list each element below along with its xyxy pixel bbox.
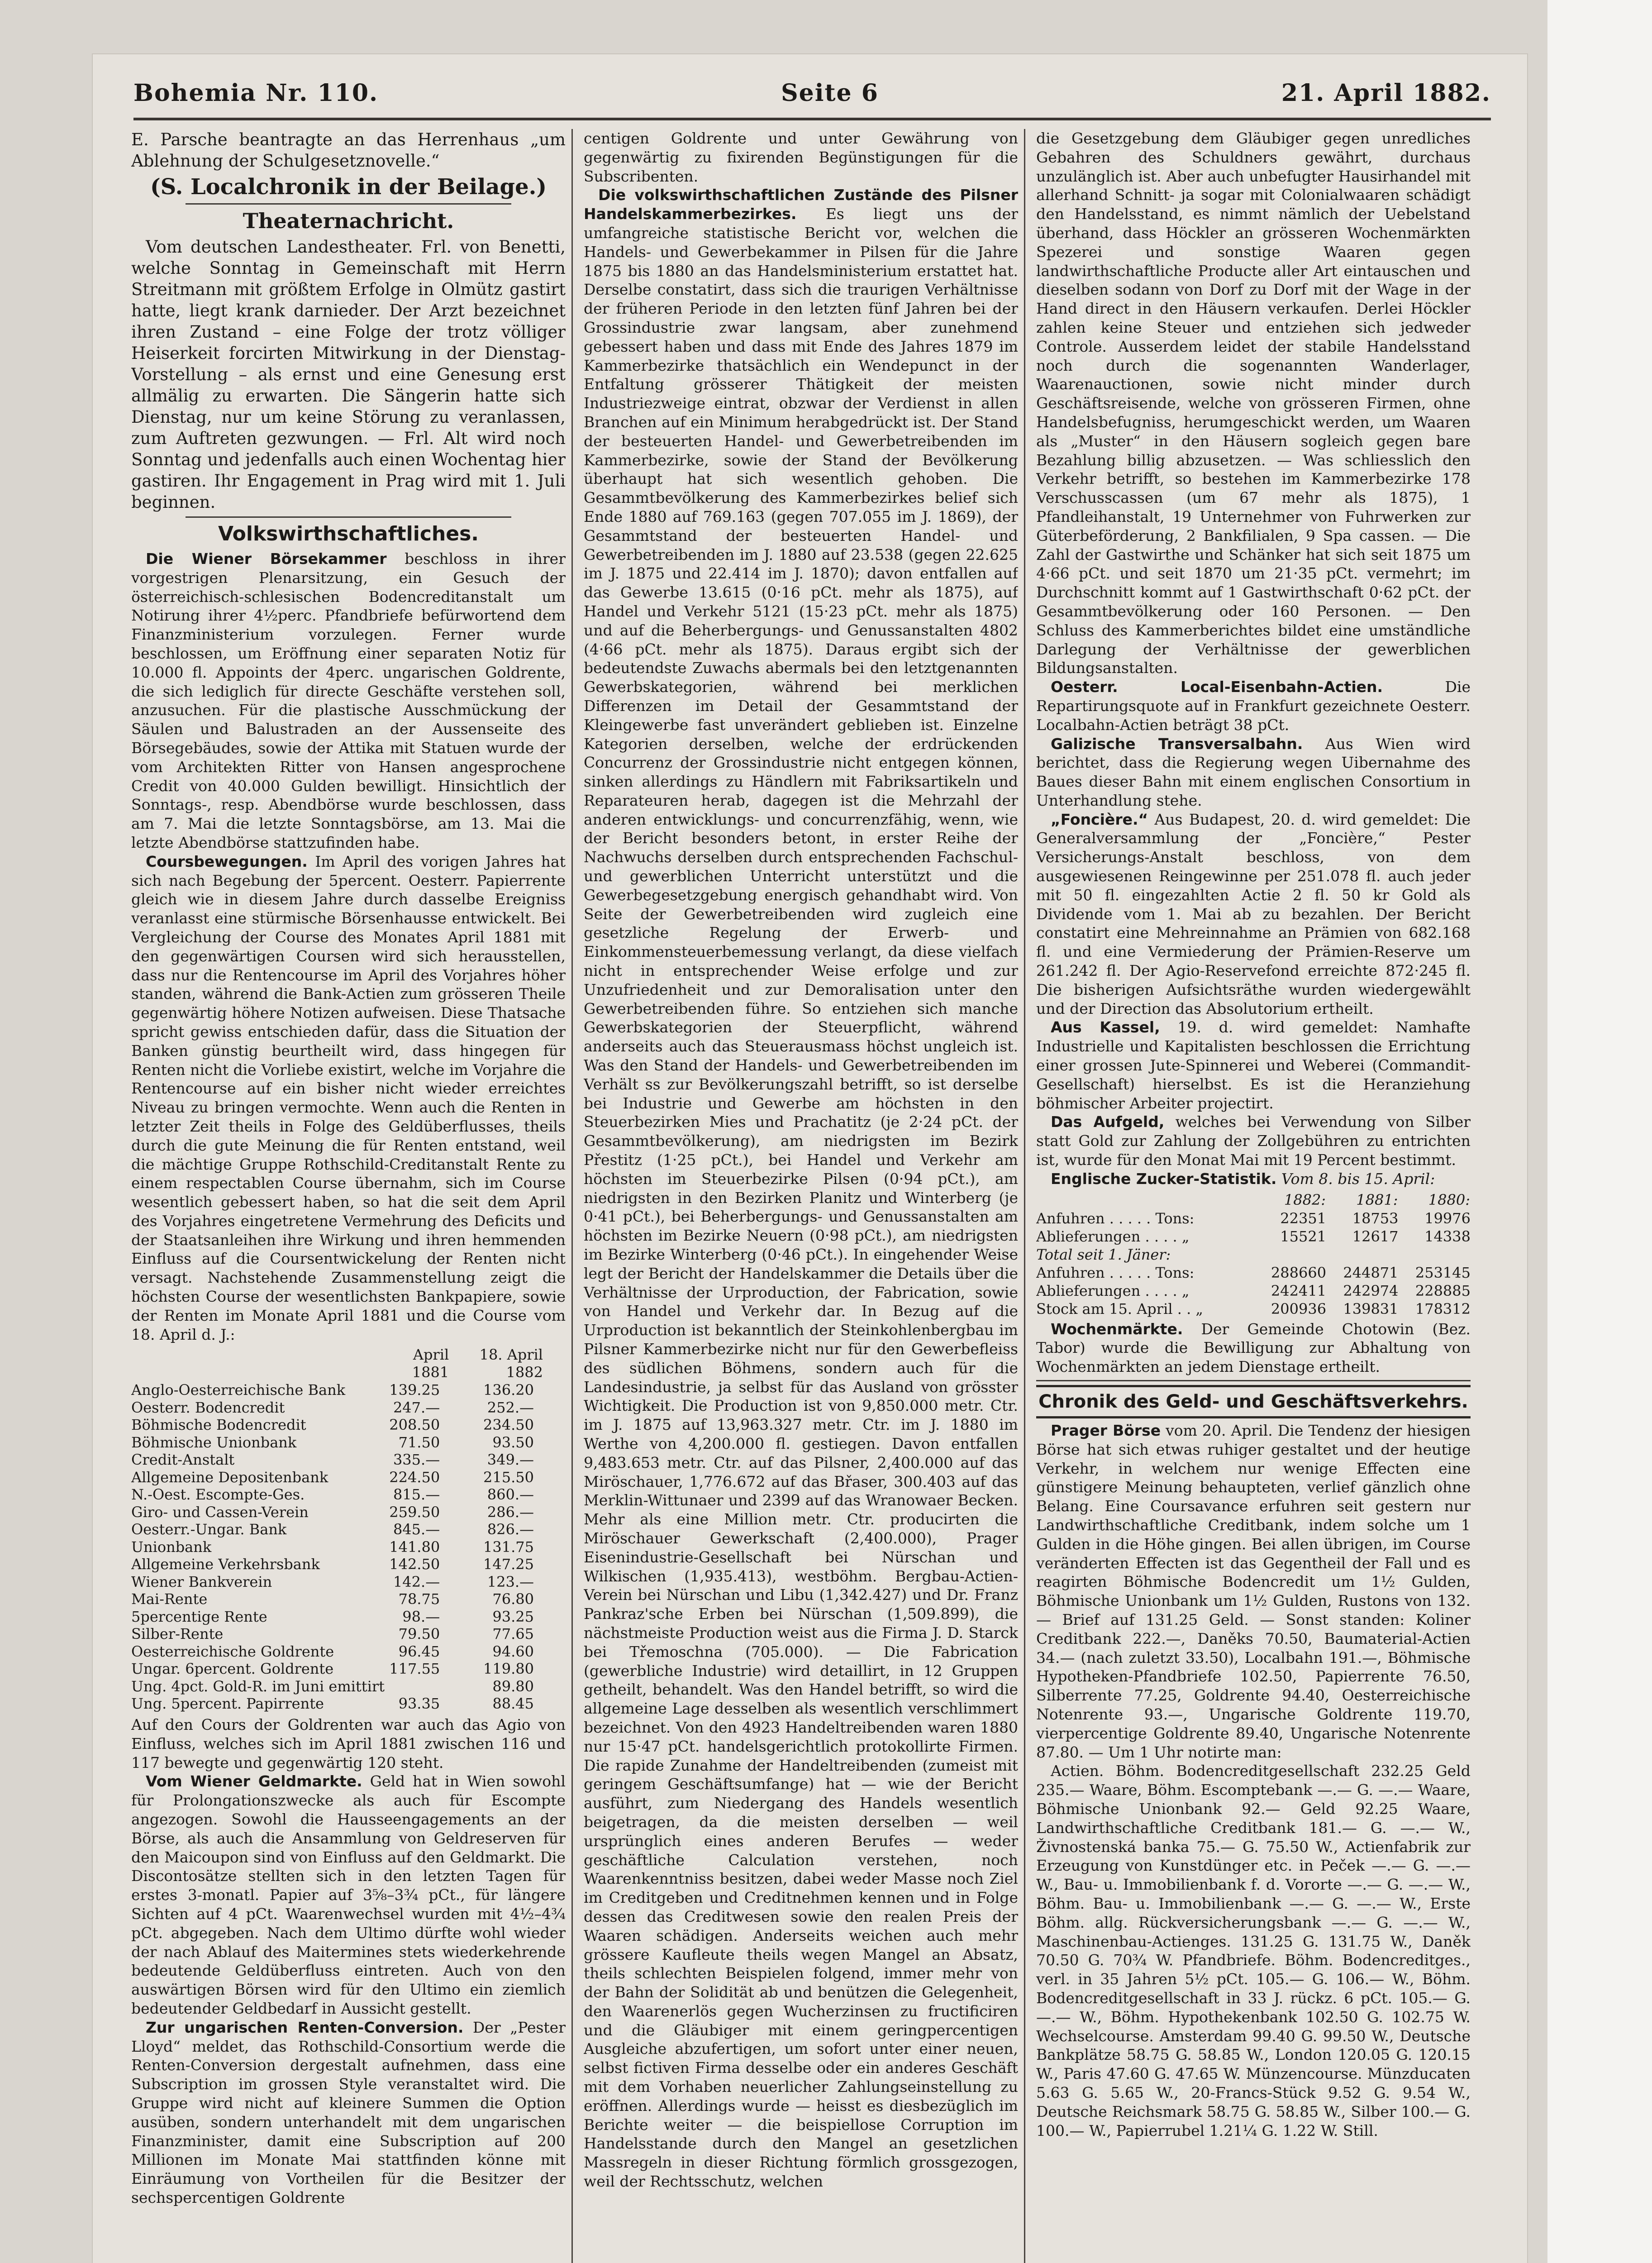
article-continuation: centigen Goldrente und unter Gewährung von gegenwärtig zu fixirenden Begünstigungen für die Subscribenten.	[584, 129, 1018, 185]
article-zucker	[1036, 1170, 1471, 1189]
table-row: Ung. 4pct. Gold-R. im Juni emittirt 89.80	[131, 1677, 534, 1695]
theater-article: Vom deutschen Landestheater. Frl. von Benetti, welche Sonntag in Gemeinschaft mit Herrn Streitmann mit größtem Erfolge in Olmütz gastirt hatte, liegt krank darnieder. Der Arzt bezeichnet ihren Zustand – eine Folge der trotz völliger Heiserkeit forcirten Mitwirkung in der Dienstag-Vorstellung – als ernst und eine Genesung erst allmälig zu erwarten. Die Sängerin hatte sich Dienstag, nur um keine Störung zu veranlassen, zum Auftreten gezwungen. — Frl. Alt wird noch Sonntag und jedenfalls auch einen Wochentag hier gastiren. Ihr Engagement in Prag wird mit 1. Juli beginnen.	[131, 237, 566, 512]
table-row: Stock am 15. April . . „ 200936 139831 178312	[1036, 1300, 1471, 1318]
article-lead: Oesterr. Local-Eisenbahn-Actien.	[1051, 678, 1383, 696]
period-label: Vom 8. bis 15. April:	[1281, 1170, 1435, 1188]
header-rule	[133, 118, 1491, 120]
article-lead: Aus Kassel,	[1051, 1018, 1160, 1036]
article-kassel	[1036, 1018, 1471, 1112]
page-number: Seite 6	[781, 79, 879, 107]
article-lead: Englische Zucker-Statistik.	[1051, 1170, 1277, 1188]
table-header: April 1881	[412, 1346, 449, 1381]
table-header: 1882:	[1284, 1191, 1326, 1208]
issue-date: 21. April 1882.	[1281, 79, 1491, 107]
table-row: Böhmische Bodencredit 208.50 234.50	[131, 1416, 534, 1434]
section-rule	[1036, 1380, 1471, 1381]
article-body: Aus Budapest, 20. d. wird gemeldet: Die Generalversammlung der „Foncière,“ Pester Versicherungs-Anstalt beschloss, von dem ausgewiesenen Reingewinne per 251.078 fl. auch jeder mit 50 fl. eingezahlten Actie 2 fl. 50 kr Gold als Dividende vom 1. Mai ab zu bezahlen. Der Bericht constatirt eine Mehreinnahme an Prämien von 682.168 fl. und eine Vermiederung der Prämien-Reserve um 261.242 fl. Der Agio-Reservefond erreichte 872·245 fl. Die bisherigen Aufsichtsräthe wurden wiedergewählt und der Direction das Absolutorium ertheilt.	[1036, 810, 1471, 1017]
article-continuation: die Gesetzgebung dem Gläubiger gegen unredliches Gebahren des Schuldners gewährt, durchaus unzulänglich ist. Aber auch unbefugter Hausirhandel mit allerhand Schnitt- ja sogar mit Colonialwaaren schädigt den Handelsstand, es nimmt nämlich der Uebelstand überhand, dass Höckler an grösseren Wochenmärkten Spezerei und sonstige Waaren gegen landwirthschaftliche Producte aller Art eintauschen und dieselben sodann von Dorf zu Dorf mit der Wage in der Hand direct in den Häusern verkaufen. Derlei Höckler zahlen keine Steuer und entziehen sich jedweder Controle. Ausserdem leidet der stabile Handelsstand noch durch die sogenannten Wanderlager, Waarenauctionen, sowie nicht minder durch Geschäftsreisende, welche von grösseren Firmen, ohne Handelsbefugniss, herumgeschickt werden, um Waaren als „Muster“ in den Häusern sogleich gegen bare Bezahlung billig abzusetzen. — Was schliesslich den Verkehr betrifft, so bestehen im Kammerbezirke 178 Verschusscassen (um 67 mehr als 1875), 1 Pfandleihanstalt, 19 Unternehmer von Fuhrwerken zur Güterbeförderung, 2 Bankfilialen, 9 Spa cassen. — Die Zahl der Gastwirthe und Schänker hat sich seit 1875 um 4·66 pCt. und seit 1870 um 21·35 pCt. vermehrt; im Durchschnitt kommt auf 1 Gastwirthschaft 0·62 pCt. der Gesammtbevölkerung oder 160 Personen. — Den Schluss des Kammerberichtes bildet eine umständliche Darlegung der Verhältnisse der gewerblichen Bildungsanstalten.	[1036, 129, 1471, 677]
article-body: 19. d. wird gemeldet: Namhafte Industrielle und Kapitalisten beschlossen die Errichtung einer grossen Jute-Spinnerei und Weberei (Commandit-Gesellschaft) hierselbst. Es ist die Heranziehung böhmischer Arbeiter projectirt.	[1036, 1018, 1471, 1112]
article-body: Die Repartirungsquote auf in Frankfurt gezeichnete Oesterr. Localbahn-Actien beträgt 38 pCt.	[1036, 678, 1471, 734]
article-body: vom 20. April. Die Tendenz der hiesigen Börse hat sich etwas ruhiger gestaltet und der heutige Verkehr, in welchem nur wenige Effecten eine günstigere Meinung behaupteten, verlief gänzlich ohne Belang. Eine Coursavance erfuhren seit gestern nur Landwirthschaftliche Creditbank, indem solche um 1 Gulden in die Höhe gingen. Bei allen übrigen, im Course veränderten Effecten ist das Gegentheil der Fall und es reagirten Böhmische Bodencredit um 1½ Gulden, Böhmische Unionbank um 1½ Gulden, Rustons von 132.— Brief auf 131.25 Geld. — Sonst standen: Koliner Creditbank 222.—, Daněks 70.50, Baumaterial-Actien 34.— (nach zuletzt 33.50), Localbahn 191.—, Böhmische Hypotheken-Pfandbriefe 102.50, Papierrente 76.50, Silberrente 77.25, Goldrente 94.40, Oesterreichische Notenrente 93.—, Ungarische Goldrente 119.70, vierpercentige Goldrente 89.40, Ungarische Notenrente 87.80. — Um 1 Uhr notirte man:	[1036, 1422, 1471, 1761]
section-rule	[186, 203, 511, 205]
table-header: 1880:	[1428, 1191, 1470, 1208]
article-pilsen	[584, 186, 1018, 2191]
chronicle-heading: Chronik des Geld- und Geschäftsverkehrs.	[1036, 1385, 1471, 1418]
table-row: Ablieferungen . . . . „ 15521 12617 14338	[1036, 1227, 1471, 1245]
article-fonciere	[1036, 810, 1471, 1018]
table-row: Ungar. 6percent. Goldrente 117.55 119.80	[131, 1660, 534, 1678]
table-row: Credit-Anstalt 335.— 349.—	[131, 1451, 534, 1469]
table-row: Ablieferungen . . . . „ 242411 242974 228885	[1036, 1282, 1471, 1299]
table-header-row	[131, 1346, 566, 1381]
column-3	[1036, 129, 1471, 2263]
article-lead: Wochenmärkte.	[1051, 1320, 1183, 1338]
table-row: Anfuhren . . . . . Tons: 22351 18753 19976	[1036, 1209, 1471, 1227]
table-row: Allgemeine Verkehrsbank 142.50 147.25	[131, 1556, 534, 1573]
column-1	[131, 129, 566, 2263]
article-lead: Die Wiener Börsekammer	[146, 550, 387, 568]
article-lead: Galizische Transversalbahn.	[1051, 735, 1303, 753]
article-prager-boerse	[1036, 1421, 1471, 1762]
article-coursbewegungen	[131, 852, 566, 1344]
column-2	[584, 129, 1018, 2263]
article-body: Es liegt uns der umfangreiche statistische Bericht vor, welchen die Handels- und Gewerbekammer in Pilsen für die Jahre 1875 bis 1880 an das Handelsministerium erstattet hat. Derselbe constatirt, dass sich die traurigen Verhältnisse der früheren Periode in den letzten fünf Jahren bei der Grossindustrie zwar langsam, aber zunehmend gebessert haben und dass mit Ende des Jahres 1879 im Kammerbezirke thatsächlich ein Wendepunct in der Entfaltung grösserer Thätigkeit der meisten Industriezweige eintrat, obzwar der Verdienst in allen Branchen auf ein Minimum herabgedrückt ist. Der Stand der besteuerten Handel- und Gewerbetreibenden im Kammerbezirke, sowie der Stand der Bevölkerung überhaupt hat sich wesentlich gehoben. Die Gesammtbevölkerung des Kammerbezirkes belief sich Ende 1880 auf 769.163 (gegen 707.055 im J. 1869), der Gesammtstand der besteuerten Handel- und Gewerbetreibenden im J. 1880 auf 23.538 (gegen 22.625 im J. 1875 und 22.414 im J. 1870); davon entfallen auf das Gewerbe 13.615 (0·16 pCt. mehr als 1875), auf Handel und Verkehr 5121 (15·23 pCt. mehr als 1875) und auf die Beherbergungs- und Genussanstalten 4802 (4·66 pCt. mehr als 1875). Daraus ergibt sich der bedeutendste Zuwachs abermals bei den letztgenannten Gewerbskategorien, während bei merklichen Differenzen im Detail der Gesammtstand der Kleingewerbe fast unverändert geblieben ist. Einzelne Kategorien derselben, welche der erdrückenden Concurrenz der Grossindustrie nicht entgegen können, sinken allerdings zu Händlern mit Fabriksartikeln und Reparateuren herab, dagegen ist die Mehrzahl der anderen entwicklungs- und concurrenzfähig, wenn, wie der Bericht besonders betont, in erster Reihe der Nachwuchs derselben durch entsprechenden Fachschul- und gewerblichen Unterricht unterstützt und die Gewerbegesetzgebung energisch gehandhabt wird. Von Seite der Gewerbetreibenden wird zugleich eine gesetzliche Regelung der Erwerb- und Einkommensteuerbemessung verlangt, da diese vielfach nicht in entsprechender Weise erfolge und zur Unzufriedenheit und zur Demoralisation unter den Gewerbetreibenden führe. So entziehen sich manche Gewerbskategorien der Steuerpflicht, während anderseits auch das Steuerausmass höchst ungleich ist. Was den Stand der Handels- und Gewerbetreibenden im Verhält ss zur Bevölkerungszahl betrifft, so ist derselbe bei Industrie und Gewerbe am höchsten in den Steuerbezirken Mies und Prachatitz (je 2·24 pCt. der Gesammtbevölkerung), am niedrigsten im Bezirk Přestitz (1·25 pCt.), bei Handel und Verkehr am höchsten im Steuerbezirke Pilsen (0·94 pCt.), am niedrigsten in den Bezirken Planitz und Winterberg (je 0·41 pCt.), bei Beherbergungs- und Genussanstalten am höchsten im Bezirke Neuern (0·98 pCt.), am niedrigsten im Bezirke Winterberg (0·46 pCt.). In eingehender Weise legt der Bericht der Handelskammer die Details über die Verhältnisse der Urproduction, der Fabrication, sowie von Handel und Verkehr dar. In Bezug auf die Urproduction ist bekanntlich der Steinkohlenbergbau im Pilsner Kammerbezirke nicht nur für den Gewerbefleiss des südlichen Böhmens, sondern auch für die Landesindustrie, ja selbst für das Ausland von grösster Wichtigkeit. Die Production ist von 9,850.000 metr. Ctr. im J. 1875 auf 13,963.327 metr. Ctr. im J. 1880 im Werthe von 4,200.000 fl. gestiegen. Davon entfallen 9,483.653 metr. Ctr. auf das Pilsner, 2,400.000 auf das Miröschauer, 1,776.672 auf das Břaser, 300.403 auf das Merklin-Wittunaer und 2399 auf das Wranowaer Becken. Mehr als eine Million metr. Ctr. producirten die Miröschauer Gewerkschaft (2,400.000), Prager Eisenindustrie-Gesellschaft bei Nürschan und Wilkischen (1,935.413), westböhm. Bergbau-Actien-Verein bei Nürschan und Libu (1,342.427) und Dr. Franz Pankraz'sche Erben bei Nürschan (1,509.899), die nächstmeiste Production weist aus die Firma J. D. Starck bei Třemoschna (705.000). — Die Fabrication (gewerbliche Industrie) wird detaillirt, in 12 Gruppen getheilt, behandelt. Was den Handel betrifft, so wird die allgemeine Lage desselben als wesentlich verschlimmert bezeichnet. Von den 4923 Handeltreibenden waren 1880 nur 15·47 pCt. handelsgerichtlich protokollirte Firmen. Die rapide Zunahme der Handeltreibenden (zumeist mit geringem Geschäftsumfange) hat — wie der Bericht ausführt, zum Niedergang des Handels wesentlich beigetragen, da die meisten derselben — weil ursprünglich eines anderen Berufes — weder geschäftliche Calculation verstehen, noch Waarenkenntniss besitzen, dabei weder Masse noch Ziel im Creditgeben und Creditnehmen kennen und in Folge dessen das Creditwesen sowie den realen Preis der Waaren schädigen. Anderseits weichen auch mehr grössere Kaufleute theils wegen Mangel an Absatz, theils schlechten Beispielen folgend, immer mehr von der Bahn der Solidität ab und benützen die Gelegenheit, den Waarenerlös gegen Wucherzinsen zu fructificiren und die Gläubiger mit einem geringpercentigen Ausgleiche abzufertigen, um sofort unter einer neuen, selbst fictiven Firma desselbe oder ein anderes Geschäft mit dem Vorhaben neuerlicher Zahlungseinstellung zu eröffnen. Allerdings wurde — heisst es diesbezüglich im Berichte weiter — die beispiellose Corruption im Handelsstande durch den Mangel an gesetzlichen Massregeln in dieser Richtung förmlich grossgezogen, weil der Rechtsschutz, welchen	[584, 205, 1018, 2191]
article-after-table: Auf den Cours der Goldrenten war auch das Agio von Einfluss, welches sich im April 1881 zwischen 116 und 117 bewegte und gegenwärtig 120 steht.	[131, 1715, 566, 1771]
article-geldmarkt	[131, 1772, 566, 2018]
page-header	[133, 72, 1491, 113]
article-body: Der Gemeinde Chotowin (Bez. Tabor) wurde die Bewilligung zur Abhaltung von Wochenmärkten an jedem Dienstage ertheilt.	[1036, 1320, 1471, 1376]
theater-heading: Theaternachricht.	[243, 209, 454, 233]
sugar-table	[1036, 1190, 1471, 1318]
publication-issue: Bohemia Nr. 110.	[133, 79, 379, 107]
article-aufgeld	[1036, 1112, 1471, 1169]
table-header: 18. April 1882	[479, 1346, 543, 1381]
article-lead: Vom Wiener Geldmarkte.	[146, 1772, 362, 1790]
article-lead: Das Aufgeld,	[1051, 1113, 1165, 1131]
table-row: N.-Oest. Escompte-Ges. 815.— 860.—	[131, 1486, 534, 1504]
article-body: beschloss in ihrer vorgestrigen Plenarsitzung, ein Gesuch der österreichisch-schlesischen Bodencreditanstalt um Notirung ihrer 4½perc. Pfandbriefe befürwortend dem Finanzministerium vorzulegen. Ferner wurde beschlossen, um Eröffnung einer separaten Notiz für 10.000 fl. Appoints der 4perc. ungarischen Goldrente, die sich lediglich für directe Geschäfte verstehen soll, anzusuchen. Für die plastische Ausschmückung der Säulen und Balustraden an der Aussenseite des Börsegebäudes, sowie der Attika mit Statuen wurde der vom Architekten Ritter von Hansen angesprochene Credit von 40.000 Gulden bewilligt. Hinsichtlich der Sonntags-, resp. Abendbörse wurde beschlossen, dass am 7. Mai die letzte Sonntagsbörse, am 13. Mai die letzte Abendbörse stattzufinden habe.	[131, 550, 566, 851]
table-row: Anglo-Oesterreichische Bank 139.25 136.20	[131, 1381, 534, 1399]
table-row: Anfuhren . . . . . Tons: 288660 244871 253145	[1036, 1264, 1471, 1281]
article-body: welches bei Verwendung von Silber statt Gold zur Zahlung der Zollgebühren zu entrichten ist, wurde für den Monat Mai mit 19 Percent bestimmt.	[1036, 1113, 1471, 1169]
table-row: 5percentige Rente 98.— 93.25	[131, 1608, 534, 1625]
article-wochenmaerkte	[1036, 1320, 1471, 1376]
table-header: 1881:	[1356, 1191, 1398, 1208]
stock-quotes: Actien. Böhm. Bodencreditgesellschaft 232.25 Geld 235.— Waare, Böhm. Escomptebank —.— G. —.— Waare, Böhmische Unionbank 92.— Geld 92.25 Waare, Landwirthschaftliche Creditbank 181.— G. —.— W., Živnostenská banka 75.— G. 75.50 W., Actienfabrik zur Erzeugung von Kunstdünger etc. in Peček —.— G. —.— W., Bau- u. Immobilienbank f. d. Vororte —.— G. —.— W., Böhm. Bau- u. Immobilienbank —.— G. —.— W., Erste Böhm. allg. Rückversicherungsbank —.— G. —.— W., Maschinenbau-Actienges. 131.25 G. 131.75 W., Daněk 70.50 G. 70¾ W. Pfandbriefe. Böhm. Bodencreditges., verl. in 35 Jahren 5½ pCt. 105.— G. 106.— W., Böhm. Bodencreditgesellschaft in 33 J. rückz. 6 pCt. 105.— G. —.— W., Böhm. Hypothekenbank 102.50 G. 102.75 W. Wechselcourse. Amsterdam 99.40 G. 99.50 W., Deutsche Bankplätze 58.75 G. 58.85 W., London 120.05 G. 120.15 W., Paris 47.60 G. 47.65 W. Münzencourse. Münzducaten 5.63 G. 5.65 W., 20-Francs-Stück 9.52 G. 9.54 W., Deutsche Reichsmark 58.75 G. 58.85 W., Silber 100.— G. 100.— W., Papierrubel 1.21¼ G. 1.22 W. Still.	[1036, 1762, 1471, 2139]
table-row: Unionbank 141.80 131.75	[131, 1538, 534, 1556]
article-boerse	[131, 549, 566, 852]
table-subheading: Total seit 1. Jäner:	[1036, 1246, 1171, 1263]
intro-paragraph: E. Parsche beantragte an das Herrenhaus „um Ablehnung der Schulgesetznovelle.“	[131, 130, 566, 171]
article-localbahn	[1036, 678, 1471, 734]
article-galizische	[1036, 735, 1471, 810]
table-row: Böhmische Unionbank 71.50 93.50	[131, 1433, 534, 1451]
economics-heading: Volkswirthschaftliches.	[218, 522, 479, 545]
table-row: Oesterreichische Goldrente 96.45 94.60	[131, 1642, 534, 1660]
table-row: Ung. 5percent. Papirrente 93.35 88.45	[131, 1695, 534, 1713]
article-body: Aus Wien wird berichtet, dass die Regierung wegen Uibernahme des Baues dieser Bahn mit einem englischen Consortium in Unterhandlung stehe.	[1036, 735, 1471, 809]
article-lead: „Foncière.“	[1051, 810, 1148, 828]
table-row: Giro- und Cassen-Verein 259.50 286.—	[131, 1503, 534, 1521]
local-chronicle-note: (S. Localchronik in der Beilage.)	[150, 174, 547, 200]
table-header-row	[1036, 1190, 1471, 1209]
section-rule	[186, 516, 511, 518]
article-lead: Prager Börse	[1051, 1422, 1161, 1440]
table-row	[1036, 1246, 1471, 1264]
column-divider	[1024, 129, 1025, 2263]
table-row: Silber-Rente 79.50 77.65	[131, 1625, 534, 1643]
rates-table	[131, 1346, 566, 1713]
table-row: Oesterr. Bodencredit 247.— 252.—	[131, 1399, 534, 1416]
article-body: Geld hat in Wien sowohl für Prolongationszwecke als auch für Escompte angezogen. Sowohl die Hausseengagements an der Börse, als auch die Ansammlung von Geldreserven für den Maicoupon sind von Einfluss auf den Geldmarkt. Die Discontosätze stellten sich in den letzten Tagen für erstes 3-monatl. Papier auf 3⅝–3¾ pCt., für längere Sichten auf 4 pCt. Waarenwechsel wurden mit 4½–4¾ pCt. abgegeben. Nach dem Ultimo dürfte wohl wieder der nach Ablauf des Maitermines stets wiederkehrende bedeutende Geldüberfluss eintreten. Auch von den auswärtigen Börsen wird für den Ultimo ein ziemlich bedeutender Geldbedarf in Aussicht gestellt.	[131, 1772, 566, 2017]
article-lead: Zur ungarischen Renten-Conversion.	[146, 2018, 464, 2036]
table-row: Mai-Rente 78.75 76.80	[131, 1590, 534, 1608]
article-conversion	[131, 2018, 566, 2207]
column-divider	[571, 129, 573, 2263]
article-body: Im April des vorigen Jahres hat sich nach Begebung der 5percent. Oesterr. Papierrente gleich wie in diesem Jahre durch dasselbe Ereigniss veranlasst eine stürmische Börsenhausse entwickelt. Bei Vergleichung der Course des Monates April 1881 mit den gegenwärtigen Coursen wird sich herausstellen, dass nur die Rentencourse im April des Vorjahres höher standen, während die Bank-Actien zum grösseren Theile gegenwärtig höhere Notizen aufweisen. Diese Thatsache spricht gewiss entschieden dafür, dass die Situation der Banken günstig beurtheilt wird, dass hingegen für Renten nicht die Vorliebe existirt, welche im Vorjahre die Rentencourse auf ein bisher nicht wieder erreichtes Niveau zu bringen vermochte. Wenn auch die Renten in letzter Zeit theils in Folge des Geldüberflusses, theils durch die gute Meinung die für Renten entstand, weil die mächtige Gruppe Rothschild-Creditanstalt Rente zu einem respectablen Course übernahm, sich im Course wesentlich gebessert haben, so hat die seit dem April des Vorjahres eingetretene Vermehrung des Deficits und der Staatsanleihen ihre Wirkung und ihren hemmenden Einfluss auf die Coursentwickelung der Renten nicht versagt. Nachstehende Zusammenstellung zeigt die höchsten Course der wesentlichsten Bankpapiere, sowie der Renten im Monate April 1881 und die Course vom 18. April d. J.:	[131, 852, 566, 1343]
scan-margin	[1547, 0, 1652, 2263]
table-row: Oesterr.-Ungar. Bank 845.— 826.—	[131, 1521, 534, 1538]
table-row: Wiener Bankverein 142.— 123.—	[131, 1573, 534, 1590]
table-row: Allgemeine Depositenbank 224.50 215.50	[131, 1468, 534, 1486]
article-body: Der „Pester Lloyd“ meldet, das Rothschild-Consortium werde die Renten-Conversion dergestalt aufnehmen, dass eine Subscription im grossen Style veranstaltet wird. Die Gruppe wird nicht auf kleinere Summen die Option ausüben, sondern unterhandelt mit dem ungarischen Finanzminister, damit eine Subscription auf 200 Millionen im Monate Mai stattfinden könne mit Einräumung von Vortheilen für die Besitzer der sechspercentigen Goldrente	[131, 2018, 566, 2206]
article-lead: Die volkswirthschaftlichen Zustände des Pilsner Handelskammerbezirkes.	[584, 186, 1018, 223]
article-lead: Coursbewegungen.	[146, 852, 308, 870]
newspaper-page	[93, 54, 1527, 2263]
